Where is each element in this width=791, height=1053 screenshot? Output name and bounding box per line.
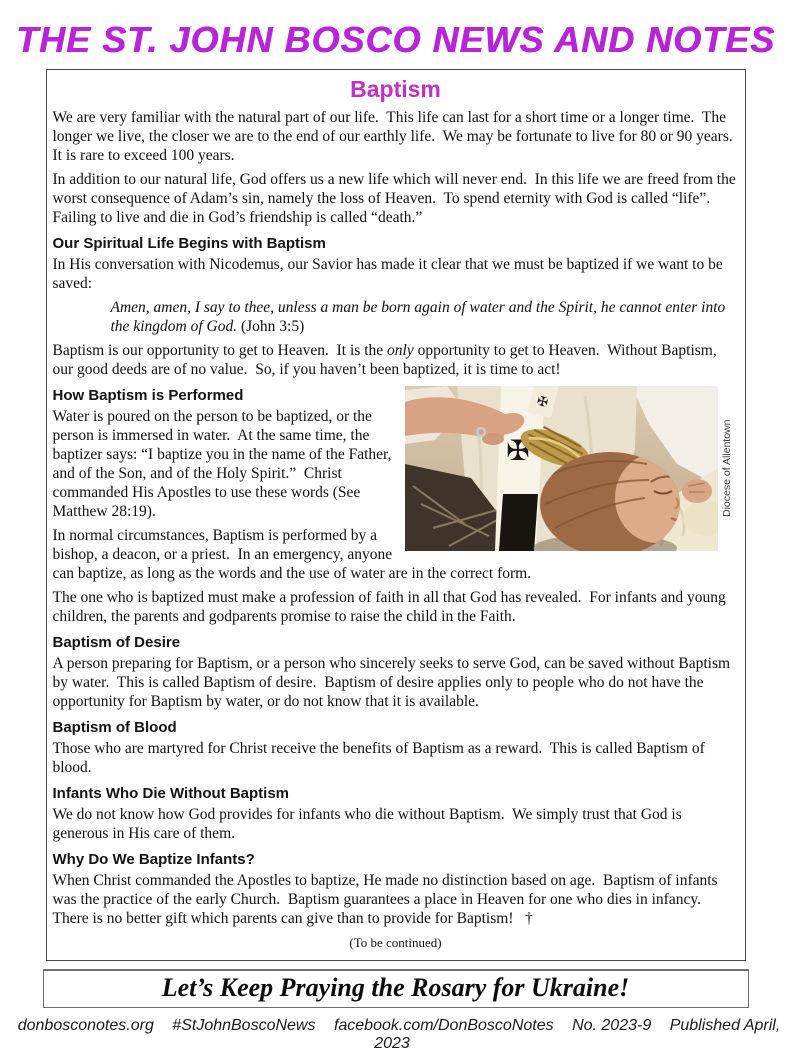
spiritual-life-paragraph: In His conversation with Nicodemus, our Savior has made it clear that we must be baptized if we want to be saved: (52, 255, 727, 292)
section-heading-how-performed: How Baptism is Performed (52, 386, 244, 404)
how-performed-paragraph-1: Water is poured on the person to be baptized, or the person is immersed in water. At the same time, the baptizer says: “I baptize you in the name of the Father, and of the Son, and of the Holy Spirit.” Christ commanded His Apostles to use these words (See Matthew 28:19). (52, 407, 396, 520)
baptism-photo (405, 386, 718, 551)
masthead-title: THE ST. JOHN BOSCO NEWS AND NOTES (15, 19, 776, 60)
section-heading-blood: Baptism of Blood (52, 718, 177, 736)
baptism-opportunity-post: opportunity to get to Heaven. Without Baptism, our good deeds are of no value. So, if you haven’t been baptized, it is time to act! (52, 341, 721, 378)
section-heading-spiritual-life: Our Spiritual Life Begins with Baptism (52, 234, 326, 252)
scripture-quote (53, 298, 739, 336)
section-heading-infants-die: Infants Who Die Without Baptism (52, 784, 290, 802)
article-box (46, 69, 746, 961)
baptism-opportunity-paragraph (53, 341, 739, 379)
footer-issue-number: No. 2023-9 (572, 1017, 652, 1035)
baptism-opportunity-pre: Baptism is our opportunity to get to Heaven. It is the (52, 341, 387, 359)
section-heading-why-baptize: Why Do We Baptize Infants? (52, 850, 255, 868)
footer-website: donbosconotes.org (17, 1017, 154, 1035)
footer-credits (0, 1017, 791, 1053)
baptism-opportunity-emphasis: only (387, 341, 414, 359)
footer-facebook: facebook.com/DonBoscoNotes (333, 1017, 554, 1035)
rosary-banner-text: Let’s Keep Praying the Rosary for Ukraine! (161, 972, 630, 1002)
photo-credit: Diocese of Allentown (720, 419, 733, 518)
why-baptize-paragraph: When Christ commanded the Apostles to baptize, He made no distinction based on age. Baptism of infants was the practice of the early Church. Baptism guarantees a place in Heaven for one who dies in infancy. There is no better gift which parents can give than to provide for Baptism! † (52, 871, 722, 927)
infants-die-paragraph: We do not know how God provides for infants who die without Baptism. We simply trust that God is generous in His care of them. (52, 805, 686, 842)
section-heading-desire: Baptism of Desire (52, 633, 181, 651)
how-performed-paragraph-2: In normal circumstances, Baptism is performed by a bishop, a deacon, or a priest. In an emergency, anyone can baptize, as long as the words and the use of water are in the correct form. (52, 526, 532, 582)
blood-paragraph: Those who are martyred for Christ receive the benefits of Baptism as a reward. This is called Baptism of blood. (52, 739, 709, 776)
how-performed-paragraph-3: The one who is baptized must make a profession of faith in all that God has revealed. For infants and young children, the parents and godparents promise to raise the child in the Faith. (52, 588, 730, 625)
svg-text:✠: ✠ (505, 433, 530, 467)
svg-text:✠: ✠ (534, 393, 550, 411)
scripture-citation: (John 3:5) (237, 317, 305, 335)
rosary-banner (43, 969, 749, 1008)
intro-paragraph-2: In addition to our natural life, God offers us a new life which will never end. In this life we are freed from the worst consequence of Adam’s sin, namely the loss of Heaven. To spend eternity with God is called “life”. Failing to live and die in God’s friendship is called “death.” (52, 170, 740, 226)
intro-paragraph-1: We are very familiar with the natural part of our life. This life can last for a short time or a longer time. The longer we live, the closer we are to the end of our earthly life. We may be fortunate to live for 80 or 90 years. It is rare to exceed 100 years. (52, 108, 741, 164)
to-be-continued-note: (To be continued) (349, 934, 442, 950)
desire-paragraph: A person preparing for Baptism, or a person who sincerely seeks to serve God, can be saved without Baptism by water. This is called Baptism of desire. Baptism of desire applies only to people who do not have the opportunity for Baptism by water, or do not know that it is available. (52, 654, 734, 710)
baptism-photo-figure (405, 386, 739, 551)
footer-hashtag: #StJohnBoscoNews (172, 1017, 316, 1035)
baptism-photo-illustration (405, 386, 718, 551)
scripture-quote-text: Amen, amen, I say to thee, unless a man be born again of water and the Spirit, he cannot enter into the kingdom of God. (110, 298, 730, 335)
article-title: Baptism (350, 75, 441, 102)
footer-published-date: Published April, 2023 (374, 1017, 781, 1053)
